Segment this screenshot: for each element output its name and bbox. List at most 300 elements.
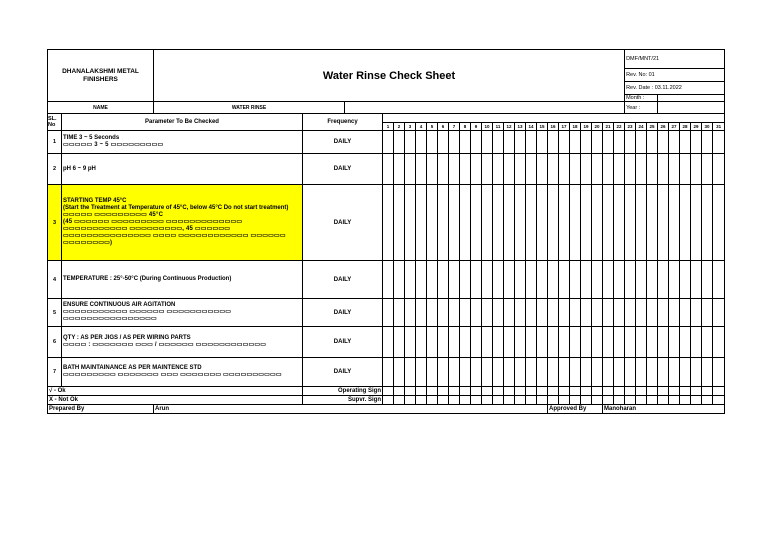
parameter-english: TIME 3 ~ 5 Seconds [63, 135, 120, 141]
check-cell[interactable] [581, 299, 592, 327]
check-cell[interactable] [691, 131, 702, 154]
check-cell[interactable] [592, 131, 603, 154]
check-cell[interactable] [669, 327, 680, 358]
check-cell[interactable] [680, 327, 691, 358]
check-cell[interactable] [438, 327, 449, 358]
sign-cell[interactable] [636, 387, 647, 396]
check-cell[interactable] [702, 154, 713, 185]
sign-cell[interactable] [471, 387, 482, 396]
sign-cell[interactable] [570, 387, 581, 396]
check-cell[interactable] [526, 261, 537, 299]
sign-cell[interactable] [383, 396, 394, 405]
check-cell[interactable] [416, 185, 427, 261]
check-cell[interactable] [581, 358, 592, 387]
sign-cell[interactable] [559, 396, 570, 405]
check-cell[interactable] [658, 299, 669, 327]
check-cell[interactable] [614, 185, 625, 261]
check-cell[interactable] [636, 261, 647, 299]
check-cell[interactable] [504, 327, 515, 358]
check-cell[interactable] [581, 185, 592, 261]
check-cell[interactable] [460, 299, 471, 327]
check-cell[interactable] [669, 154, 680, 185]
legend-ok: √ - Ok [48, 387, 303, 396]
check-cell[interactable] [603, 327, 614, 358]
check-cell[interactable] [427, 299, 438, 327]
day-number: 30 [702, 123, 713, 131]
check-cell[interactable] [559, 185, 570, 261]
check-cell[interactable] [713, 358, 725, 387]
check-cell[interactable] [647, 358, 658, 387]
check-cell[interactable] [614, 299, 625, 327]
check-cell[interactable] [537, 185, 548, 261]
check-cell[interactable] [669, 358, 680, 387]
sign-cell[interactable] [460, 387, 471, 396]
check-cell[interactable] [680, 299, 691, 327]
check-cell[interactable] [658, 261, 669, 299]
check-cell[interactable] [394, 154, 405, 185]
check-cell[interactable] [526, 327, 537, 358]
check-cell[interactable] [548, 358, 559, 387]
row-frequency: DAILY [303, 358, 383, 387]
check-cell[interactable] [482, 299, 493, 327]
sign-cell[interactable] [515, 396, 526, 405]
sign-cell[interactable] [394, 387, 405, 396]
frequency-header: Frequency [303, 114, 383, 131]
sign-cell[interactable] [471, 396, 482, 405]
sign-cell[interactable] [416, 396, 427, 405]
check-cell[interactable] [394, 131, 405, 154]
check-cell[interactable] [559, 261, 570, 299]
check-cell[interactable] [471, 154, 482, 185]
check-cell[interactable] [603, 185, 614, 261]
check-cell[interactable] [691, 261, 702, 299]
check-cell[interactable] [691, 327, 702, 358]
sign-cell[interactable] [427, 396, 438, 405]
check-cell[interactable] [482, 185, 493, 261]
check-cell[interactable] [449, 185, 460, 261]
check-cell[interactable] [614, 327, 625, 358]
sign-cell[interactable] [504, 387, 515, 396]
sign-cell[interactable] [647, 387, 658, 396]
check-cell[interactable] [636, 185, 647, 261]
check-cell[interactable] [713, 327, 725, 358]
sign-cell[interactable] [537, 387, 548, 396]
check-cell[interactable] [493, 327, 504, 358]
sign-cell[interactable] [603, 387, 614, 396]
check-cell[interactable] [669, 131, 680, 154]
check-cell[interactable] [526, 131, 537, 154]
check-cell[interactable] [713, 185, 725, 261]
check-cell[interactable] [383, 131, 394, 154]
check-cell[interactable] [570, 358, 581, 387]
check-cell[interactable] [559, 299, 570, 327]
check-cell[interactable] [548, 185, 559, 261]
check-cell[interactable] [658, 358, 669, 387]
check-cell[interactable] [416, 327, 427, 358]
check-cell[interactable] [526, 358, 537, 387]
check-cell[interactable] [592, 261, 603, 299]
check-cell[interactable] [625, 358, 636, 387]
day-number: 26 [658, 123, 669, 131]
check-cell[interactable] [592, 185, 603, 261]
check-cell[interactable] [702, 327, 713, 358]
check-cell[interactable] [669, 261, 680, 299]
check-cell[interactable] [405, 299, 416, 327]
check-cell[interactable] [405, 131, 416, 154]
check-cell[interactable] [680, 131, 691, 154]
check-cell[interactable] [581, 327, 592, 358]
check-cell[interactable] [493, 358, 504, 387]
check-cell[interactable] [680, 154, 691, 185]
sign-cell[interactable] [449, 387, 460, 396]
check-cell[interactable] [427, 185, 438, 261]
check-cell[interactable] [658, 327, 669, 358]
row-parameter [62, 185, 303, 261]
check-cell[interactable] [515, 327, 526, 358]
check-cell[interactable] [680, 261, 691, 299]
check-cell[interactable] [471, 261, 482, 299]
check-cell[interactable] [702, 299, 713, 327]
check-cell[interactable] [603, 131, 614, 154]
check-cell[interactable] [405, 358, 416, 387]
sign-cell[interactable] [713, 387, 725, 396]
check-cell[interactable] [449, 261, 460, 299]
check-cell[interactable] [713, 261, 725, 299]
approved-by-value: Manoharan [603, 405, 725, 414]
check-cell[interactable] [394, 327, 405, 358]
check-cell[interactable] [471, 299, 482, 327]
row-sl-no: 7 [48, 358, 62, 387]
rev-date: Rev. Date : 03.11.2022 [625, 82, 725, 95]
parameter-tamil: ▭▭▭▭▭▭▭▭▭▭▭ ▭▭▭▭▭▭ ▭▭▭▭▭▭▭▭▭▭▭ ▭▭▭▭▭▭▭▭▭▭▭▭▭▭▭▭ [63, 309, 232, 322]
check-cell[interactable] [416, 358, 427, 387]
check-cell[interactable] [482, 261, 493, 299]
sign-cell[interactable] [625, 396, 636, 405]
check-cell[interactable] [383, 327, 394, 358]
check-cell[interactable] [559, 327, 570, 358]
check-cell[interactable] [592, 299, 603, 327]
check-cell[interactable] [515, 358, 526, 387]
check-cell[interactable] [625, 261, 636, 299]
check-cell[interactable] [636, 327, 647, 358]
check-cell[interactable] [625, 131, 636, 154]
check-cell[interactable] [581, 131, 592, 154]
check-cell[interactable] [548, 261, 559, 299]
check-cell[interactable] [636, 299, 647, 327]
check-cell[interactable] [449, 131, 460, 154]
check-cell[interactable] [515, 185, 526, 261]
check-cell[interactable] [383, 185, 394, 261]
check-cell[interactable] [438, 299, 449, 327]
check-cell[interactable] [647, 131, 658, 154]
sign-cell[interactable] [559, 387, 570, 396]
check-cell[interactable] [702, 261, 713, 299]
check-cell[interactable] [471, 327, 482, 358]
check-cell[interactable] [405, 185, 416, 261]
check-cell[interactable] [493, 261, 504, 299]
check-cell[interactable] [702, 185, 713, 261]
check-cell[interactable] [636, 154, 647, 185]
check-cell[interactable] [559, 131, 570, 154]
sign-cell[interactable] [647, 396, 658, 405]
check-cell[interactable] [592, 358, 603, 387]
check-cell[interactable] [691, 154, 702, 185]
check-cell[interactable] [493, 131, 504, 154]
check-cell[interactable] [438, 185, 449, 261]
check-cell[interactable] [427, 131, 438, 154]
sign-cell[interactable] [405, 396, 416, 405]
check-cell[interactable] [449, 299, 460, 327]
sign-cell[interactable] [383, 387, 394, 396]
check-cell[interactable] [482, 154, 493, 185]
sign-cell[interactable] [691, 396, 702, 405]
company-line-2: FINISHERS [83, 75, 118, 83]
check-cell[interactable] [680, 358, 691, 387]
check-cell[interactable] [636, 131, 647, 154]
sign-cell[interactable] [548, 387, 559, 396]
check-cell[interactable] [702, 131, 713, 154]
sign-cell[interactable] [658, 396, 669, 405]
sign-cell[interactable] [713, 396, 725, 405]
check-cell[interactable] [493, 154, 504, 185]
sign-cell[interactable] [680, 387, 691, 396]
check-cell[interactable] [471, 131, 482, 154]
month-field[interactable] [658, 95, 725, 102]
sign-cell[interactable] [504, 396, 515, 405]
sign-cell[interactable] [636, 396, 647, 405]
sign-cell[interactable] [526, 387, 537, 396]
check-cell[interactable] [592, 154, 603, 185]
sign-cell[interactable] [438, 387, 449, 396]
sign-cell[interactable] [526, 396, 537, 405]
check-cell[interactable] [405, 261, 416, 299]
check-cell[interactable] [647, 299, 658, 327]
check-cell[interactable] [515, 261, 526, 299]
check-cell[interactable] [482, 131, 493, 154]
check-cell[interactable] [416, 154, 427, 185]
check-cell[interactable] [438, 154, 449, 185]
check-cell[interactable] [526, 299, 537, 327]
check-cell[interactable] [548, 131, 559, 154]
check-cell[interactable] [614, 131, 625, 154]
check-cell[interactable] [383, 358, 394, 387]
sign-cell[interactable] [493, 387, 504, 396]
check-cell[interactable] [449, 327, 460, 358]
check-sheet [47, 49, 722, 414]
check-cell[interactable] [592, 327, 603, 358]
sign-cell[interactable] [614, 396, 625, 405]
check-cell[interactable] [416, 261, 427, 299]
check-cell[interactable] [713, 154, 725, 185]
check-cell[interactable] [383, 154, 394, 185]
check-cell[interactable] [504, 299, 515, 327]
check-cell[interactable] [460, 358, 471, 387]
check-cell[interactable] [526, 154, 537, 185]
sign-cell[interactable] [460, 396, 471, 405]
check-cell[interactable] [493, 299, 504, 327]
check-cell[interactable] [504, 154, 515, 185]
check-cell[interactable] [570, 299, 581, 327]
day-number: 4 [416, 123, 427, 131]
check-cell[interactable] [581, 154, 592, 185]
sign-cell[interactable] [614, 387, 625, 396]
check-cell[interactable] [515, 154, 526, 185]
check-cell[interactable] [537, 154, 548, 185]
check-cell[interactable] [658, 185, 669, 261]
check-cell[interactable] [691, 185, 702, 261]
check-cell[interactable] [625, 327, 636, 358]
check-cell[interactable] [526, 185, 537, 261]
day-number: 6 [438, 123, 449, 131]
check-cell[interactable] [438, 261, 449, 299]
check-cell[interactable] [537, 261, 548, 299]
check-cell[interactable] [603, 358, 614, 387]
check-cell[interactable] [460, 185, 471, 261]
check-cell[interactable] [383, 299, 394, 327]
check-cell[interactable] [449, 358, 460, 387]
sign-cell[interactable] [702, 387, 713, 396]
sign-cell[interactable] [702, 396, 713, 405]
check-cell[interactable] [614, 358, 625, 387]
check-cell[interactable] [493, 185, 504, 261]
check-cell[interactable] [636, 358, 647, 387]
check-cell[interactable] [603, 299, 614, 327]
check-cell[interactable] [570, 185, 581, 261]
check-cell[interactable] [394, 261, 405, 299]
check-cell[interactable] [625, 185, 636, 261]
check-cell[interactable] [394, 358, 405, 387]
check-cell[interactable] [427, 154, 438, 185]
check-cell[interactable] [570, 154, 581, 185]
check-cell[interactable] [614, 261, 625, 299]
check-cell[interactable] [460, 154, 471, 185]
sign-cell[interactable] [658, 387, 669, 396]
check-cell[interactable] [614, 154, 625, 185]
check-cell[interactable] [625, 299, 636, 327]
sign-cell[interactable] [625, 387, 636, 396]
sign-cell[interactable] [592, 387, 603, 396]
check-cell[interactable] [570, 261, 581, 299]
check-cell[interactable] [669, 299, 680, 327]
check-cell[interactable] [438, 358, 449, 387]
check-cell[interactable] [570, 131, 581, 154]
row-frequency: DAILY [303, 185, 383, 261]
check-cell[interactable] [658, 131, 669, 154]
check-cell[interactable] [537, 299, 548, 327]
check-cell[interactable] [427, 358, 438, 387]
check-cell[interactable] [515, 299, 526, 327]
sign-cell[interactable] [548, 396, 559, 405]
check-cell[interactable] [471, 185, 482, 261]
sign-cell[interactable] [394, 396, 405, 405]
sign-cell[interactable] [427, 387, 438, 396]
check-cell[interactable] [515, 131, 526, 154]
sign-cell[interactable] [438, 396, 449, 405]
check-cell[interactable] [702, 358, 713, 387]
parameter-english: TEMPERATURE : 25°-50°C (During Continuous Production) [63, 276, 232, 282]
check-cell[interactable] [669, 185, 680, 261]
sign-cell[interactable] [581, 396, 592, 405]
sign-cell[interactable] [482, 387, 493, 396]
check-cell[interactable] [460, 327, 471, 358]
sign-cell[interactable] [482, 396, 493, 405]
check-cell[interactable] [713, 299, 725, 327]
sign-cell[interactable] [669, 396, 680, 405]
check-cell[interactable] [647, 327, 658, 358]
sign-cell[interactable] [669, 387, 680, 396]
check-cell[interactable] [581, 261, 592, 299]
check-cell[interactable] [471, 358, 482, 387]
check-cell[interactable] [416, 299, 427, 327]
check-cell[interactable] [504, 261, 515, 299]
check-cell[interactable] [658, 154, 669, 185]
check-cell[interactable] [394, 185, 405, 261]
check-cell[interactable] [691, 299, 702, 327]
check-cell[interactable] [504, 131, 515, 154]
check-cell[interactable] [680, 185, 691, 261]
check-cell[interactable] [647, 185, 658, 261]
check-cell[interactable] [405, 327, 416, 358]
check-cell[interactable] [647, 261, 658, 299]
check-cell[interactable] [647, 154, 658, 185]
check-cell[interactable] [460, 261, 471, 299]
day-number: 18 [570, 123, 581, 131]
check-cell[interactable] [504, 358, 515, 387]
sign-cell[interactable] [691, 387, 702, 396]
check-cell[interactable] [548, 299, 559, 327]
sign-cell[interactable] [416, 387, 427, 396]
check-cell[interactable] [559, 358, 570, 387]
check-cell[interactable] [438, 131, 449, 154]
sign-cell[interactable] [581, 387, 592, 396]
check-cell[interactable] [559, 154, 570, 185]
check-cell[interactable] [603, 261, 614, 299]
year-field[interactable] [658, 102, 725, 114]
check-cell[interactable] [383, 261, 394, 299]
sign-cell[interactable] [405, 387, 416, 396]
sign-cell[interactable] [680, 396, 691, 405]
check-cell[interactable] [504, 185, 515, 261]
check-cell[interactable] [482, 358, 493, 387]
sign-cell[interactable] [537, 396, 548, 405]
check-cell[interactable] [405, 154, 416, 185]
check-cell[interactable] [548, 327, 559, 358]
check-cell[interactable] [482, 327, 493, 358]
check-cell[interactable] [570, 327, 581, 358]
check-cell[interactable] [537, 327, 548, 358]
sign-cell[interactable] [592, 396, 603, 405]
sign-cell[interactable] [603, 396, 614, 405]
check-cell[interactable] [625, 154, 636, 185]
sign-cell[interactable] [515, 387, 526, 396]
check-cell[interactable] [394, 299, 405, 327]
check-cell[interactable] [427, 261, 438, 299]
check-cell[interactable] [691, 358, 702, 387]
check-cell[interactable] [427, 327, 438, 358]
check-cell[interactable] [449, 154, 460, 185]
check-cell[interactable] [603, 154, 614, 185]
sign-cell[interactable] [449, 396, 460, 405]
check-cell[interactable] [537, 358, 548, 387]
check-cell[interactable] [713, 131, 725, 154]
check-cell[interactable] [537, 131, 548, 154]
check-cell[interactable] [416, 131, 427, 154]
check-cell[interactable] [548, 154, 559, 185]
check-cell[interactable] [460, 131, 471, 154]
sign-cell[interactable] [570, 396, 581, 405]
sign-cell[interactable] [493, 396, 504, 405]
day-number: 17 [559, 123, 570, 131]
